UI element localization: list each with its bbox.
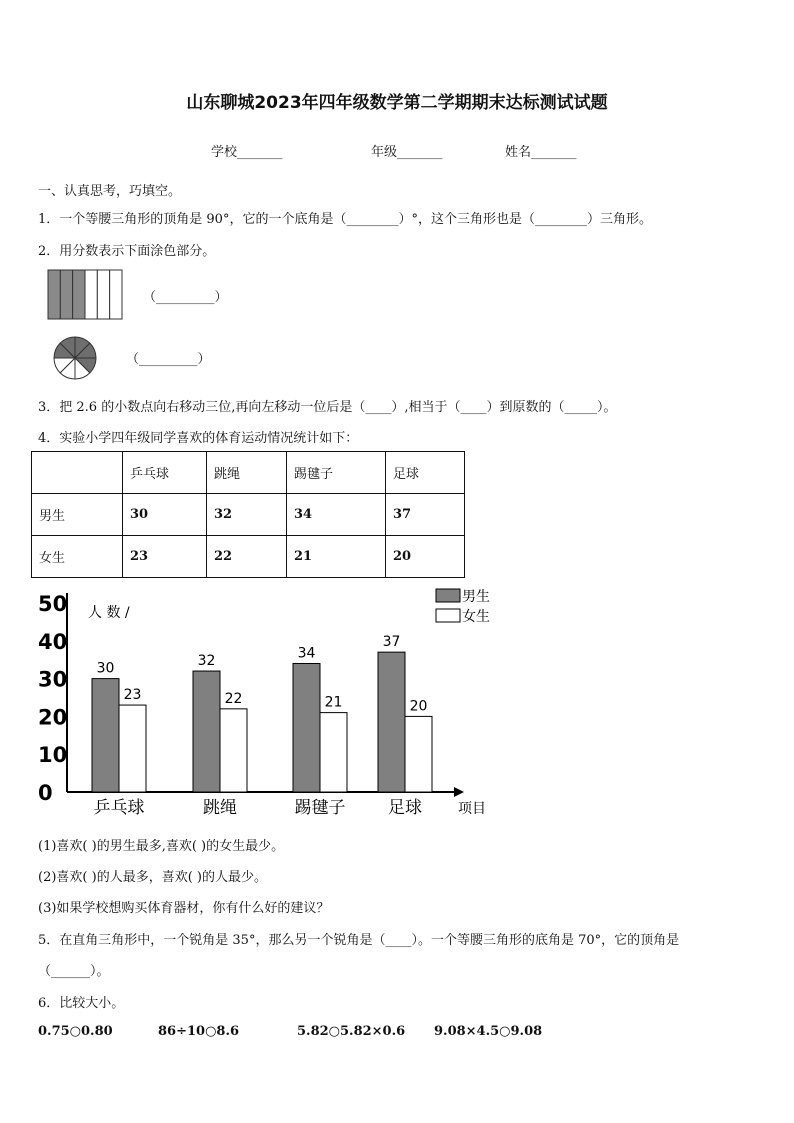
bar <box>378 652 405 792</box>
bar-value-label: 34 <box>297 645 316 662</box>
x-axis-label: 项目 <box>458 801 486 817</box>
bar-value-label: 23 <box>123 687 142 704</box>
table-cell: 21 <box>287 536 386 578</box>
question-6: 6．比较大小。 <box>38 996 125 1011</box>
compare-item: 86÷10○8.6 <box>158 1024 240 1039</box>
bar-value-label: 22 <box>224 690 243 707</box>
bar <box>293 663 320 792</box>
y-tick-label: 20 <box>38 705 68 730</box>
table-row <box>32 536 465 578</box>
x-axis-arrow <box>454 787 464 797</box>
bar <box>92 679 119 792</box>
y-tick-label: 40 <box>38 629 68 654</box>
legend-swatch <box>436 609 460 622</box>
question-1: 1．一个等腰三角形的顶角是 90°，它的一个底角是（________）°，这个三角形也是（________）三角形。 <box>38 212 652 227</box>
x-category-label: 踢毽子 <box>294 798 346 818</box>
table-header-cell: 乒乓球 <box>123 452 207 494</box>
row-label: 男生 <box>32 494 123 536</box>
section-heading: 一、认真思考，巧填空。 <box>38 184 182 199</box>
bar <box>405 716 432 792</box>
compare-item: 5.82○5.82×0.6 <box>297 1024 406 1039</box>
bar-value-label: 21 <box>324 694 343 711</box>
table-cell: 22 <box>207 536 287 578</box>
bar-value-label: 20 <box>409 698 428 715</box>
question-3: 3．把 2.6 的小数点向右移动三位,再向左移动一位后是（____）,相当于（____）到原数的（_____）。 <box>38 400 617 415</box>
table-header-row <box>32 452 465 494</box>
question-2: 2．用分数表示下面涂色部分。 <box>38 244 216 259</box>
table-cell: 34 <box>287 494 386 536</box>
legend-label: 男生 <box>462 589 490 605</box>
y-axis-label: 人 数 / <box>88 605 130 621</box>
bar <box>119 705 146 792</box>
table-header-cell: 踢毽子 <box>287 452 386 494</box>
table-row <box>32 494 465 536</box>
question-4-1: (1)喜欢( )的男生最多,喜欢( )的女生最少。 <box>38 839 285 854</box>
bar-chart <box>30 585 500 825</box>
question-5-blank: （______）。 <box>38 964 110 979</box>
fraction-strip <box>60 270 72 319</box>
y-tick-label: 10 <box>38 743 68 768</box>
school-field: 学校_______ <box>211 145 283 160</box>
bar <box>320 713 347 792</box>
bar <box>220 709 247 792</box>
table-cell: 23 <box>123 536 207 578</box>
legend-swatch <box>436 589 460 602</box>
compare-item: 0.75○0.80 <box>38 1024 113 1039</box>
y-tick-label: 50 <box>38 592 68 616</box>
fraction-strip <box>48 270 60 319</box>
statistics-table <box>31 451 465 578</box>
row-label: 女生 <box>32 536 123 578</box>
fraction-strip <box>110 270 122 319</box>
page-title: 山东聊城2023年四年级数学第二学期期末达标测试试题 <box>186 93 608 113</box>
bar-value-label: 30 <box>96 660 115 677</box>
bar <box>193 671 220 792</box>
fraction-circle-figure <box>52 335 98 381</box>
x-category-label: 足球 <box>388 798 422 818</box>
answer-blank-2: （_________） <box>126 352 211 367</box>
fraction-strip <box>73 270 85 319</box>
table-header-cell <box>32 452 123 494</box>
fraction-strip <box>85 270 97 319</box>
grade-field: 年级_______ <box>371 145 443 160</box>
bar-value-label: 37 <box>382 634 401 651</box>
bar-value-label: 32 <box>197 653 216 670</box>
question-4-2: (2)喜欢( )的人最多，喜欢( )的人最少。 <box>38 870 267 885</box>
legend-label: 女生 <box>462 609 490 625</box>
table-cell: 30 <box>123 494 207 536</box>
table-cell: 32 <box>207 494 287 536</box>
x-category-label: 乒乓球 <box>93 798 145 818</box>
table-cell: 37 <box>386 494 465 536</box>
x-category-label: 跳绳 <box>203 798 237 818</box>
question-4: 4．实验小学四年级同学喜欢的体育运动情况统计如下： <box>38 431 359 446</box>
answer-blank-1: （_________） <box>143 290 228 305</box>
y-tick-label: 30 <box>38 667 68 692</box>
y-tick-label: 0 <box>38 781 53 805</box>
table-header-cell: 跳绳 <box>207 452 287 494</box>
question-5: 5．在直角三角形中，一个锐角是 35°，那么另一个锐角是（____）。一个等腰三角形的底角是 70°，它的顶角是 <box>38 933 680 948</box>
compare-item: 9.08×4.5○9.08 <box>434 1024 543 1039</box>
question-4-3: (3)如果学校想购买体育器材，你有什么好的建议？ <box>38 901 330 916</box>
fraction-rectangle-figure <box>46 268 124 321</box>
fraction-strip <box>97 270 109 319</box>
name-field: 姓名_______ <box>505 145 577 160</box>
table-header-cell: 足球 <box>386 452 465 494</box>
table-cell: 20 <box>386 536 465 578</box>
